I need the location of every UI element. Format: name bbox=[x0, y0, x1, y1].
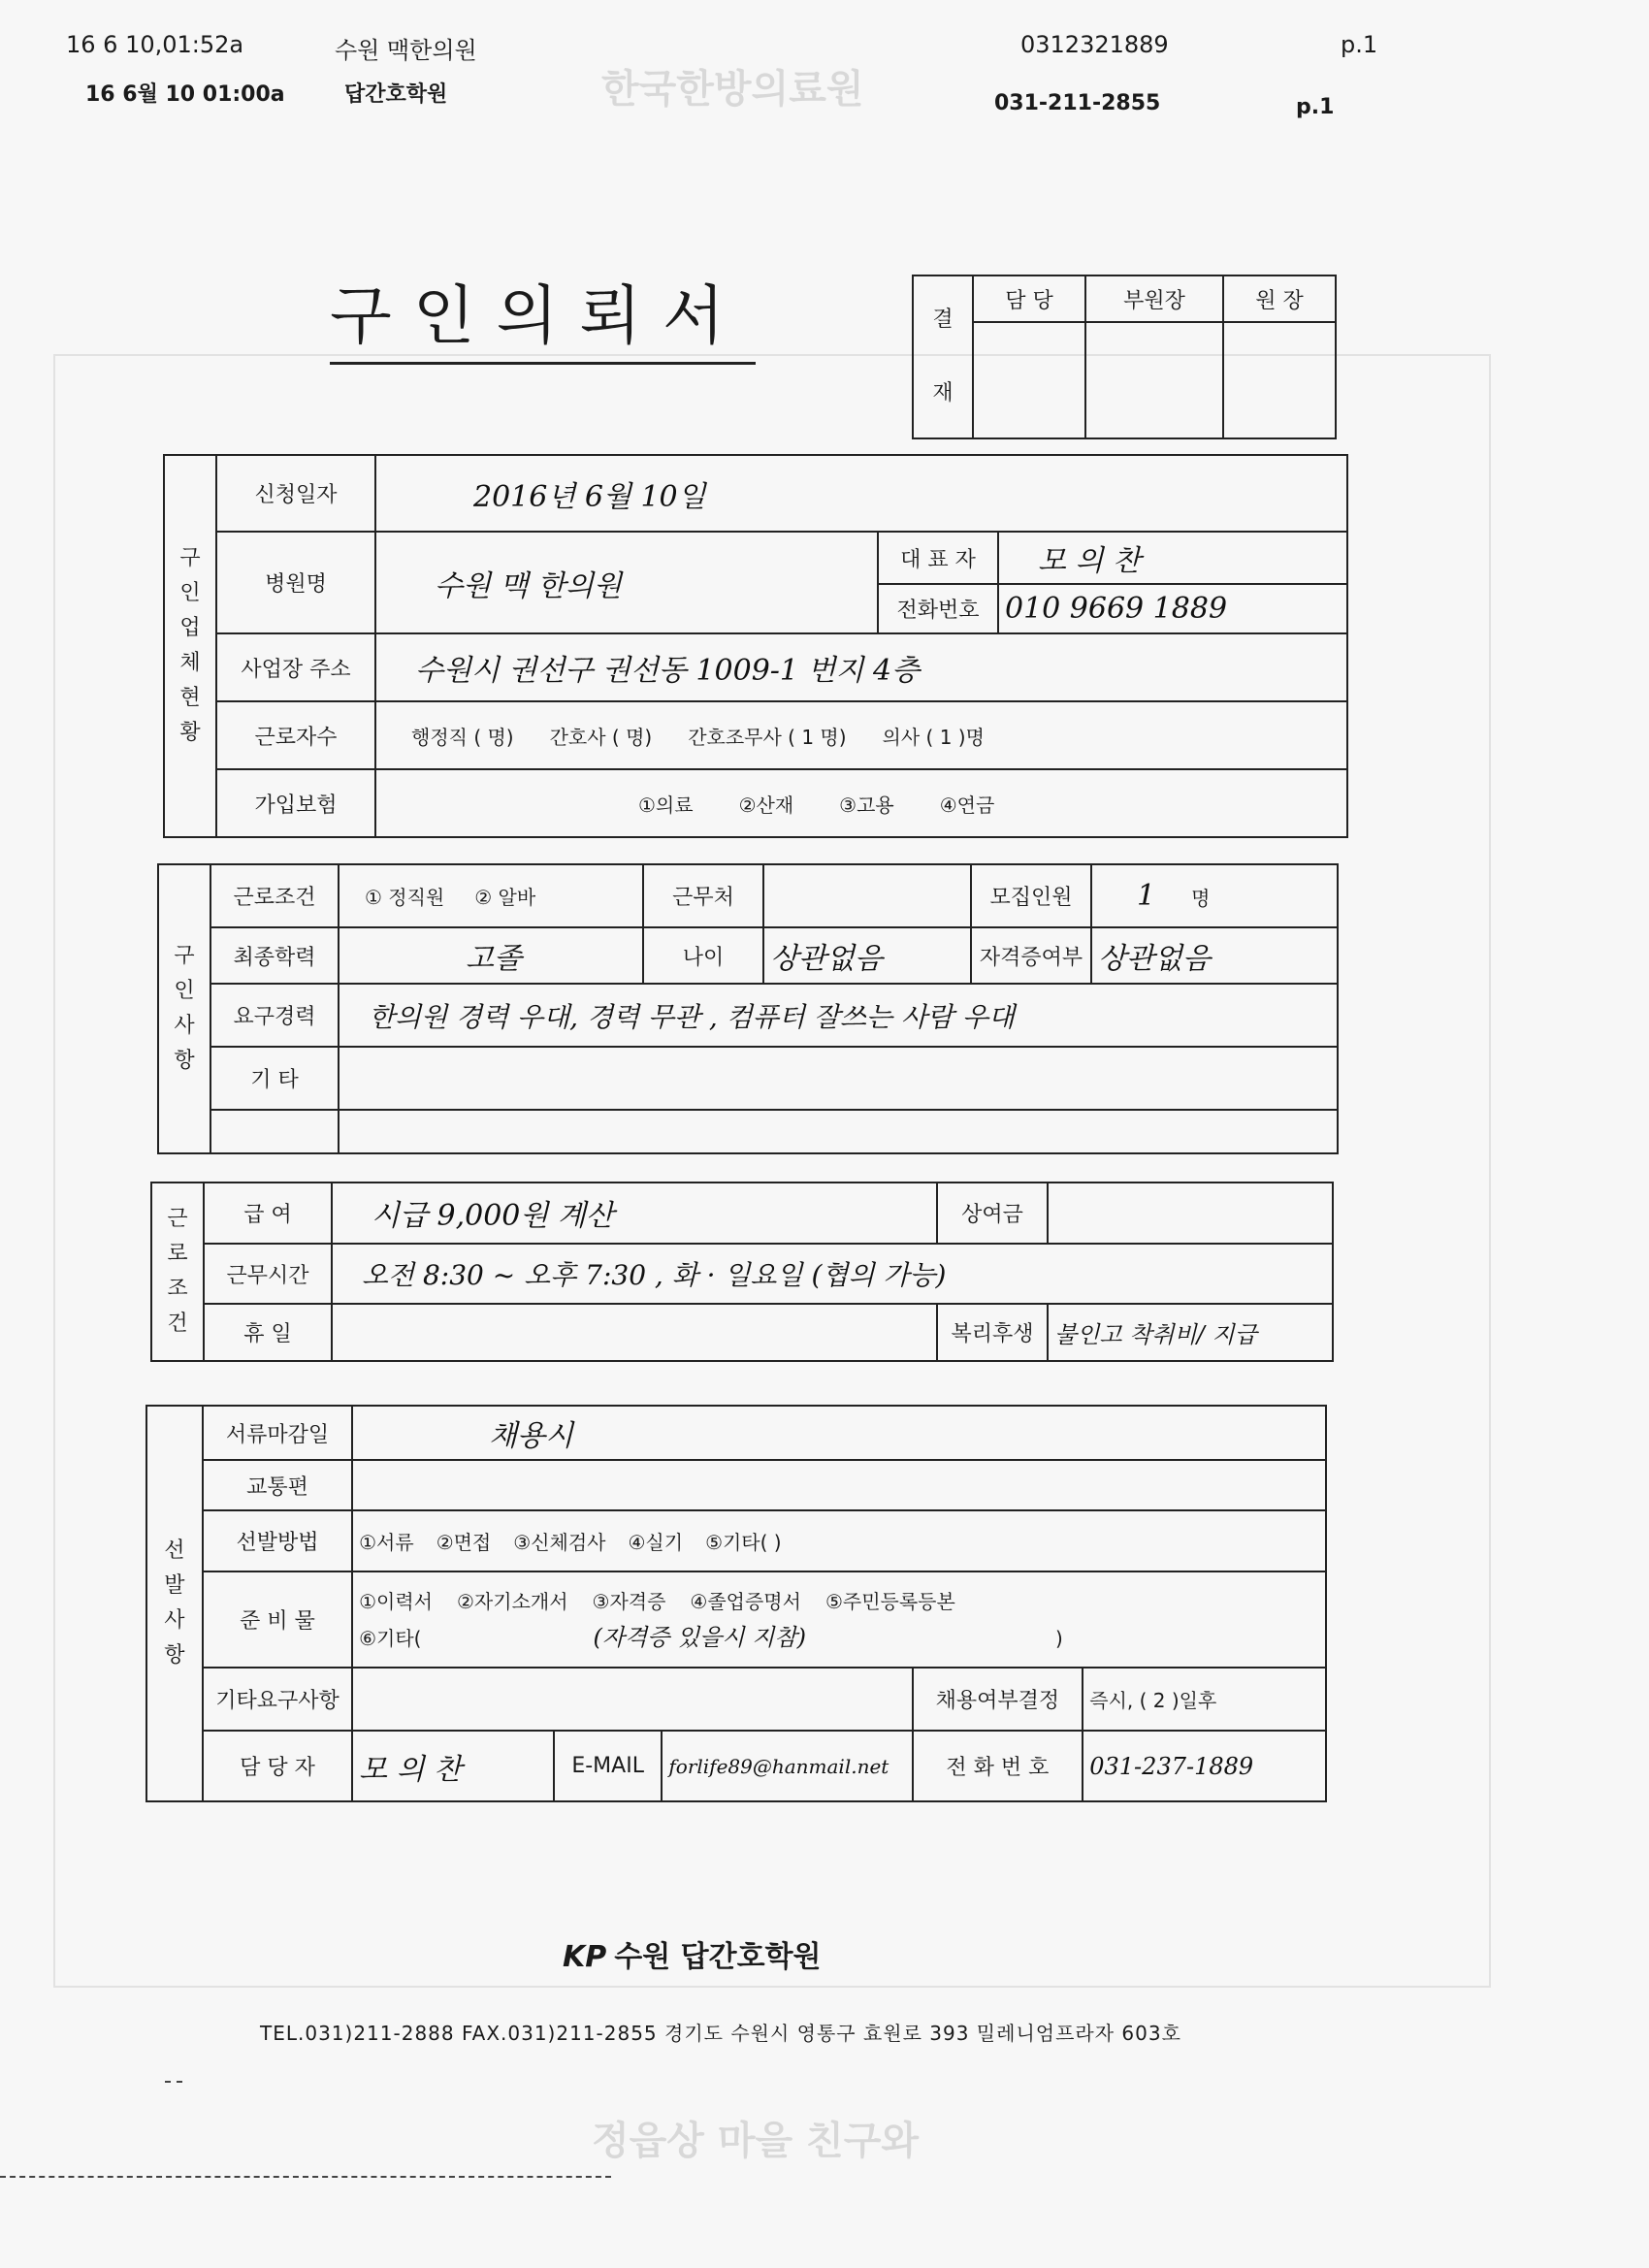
ghost-text-top: 한국한방의료원 bbox=[601, 67, 864, 112]
phone-value: 010 9669 1889 bbox=[998, 584, 1347, 633]
age-label: 나이 bbox=[643, 927, 763, 984]
conditions-value bbox=[339, 864, 643, 927]
method-value bbox=[352, 1510, 1326, 1571]
academy-logo: KP 수원 답간호학원 bbox=[563, 1940, 822, 1974]
hospital-name-label: 병원명 bbox=[216, 532, 375, 633]
ceo-label: 대 표 자 bbox=[878, 532, 998, 584]
education-label: 최종학력 bbox=[210, 927, 339, 984]
conditions-label: 근로조건 bbox=[210, 864, 339, 927]
insurance-medical: ①의료 bbox=[638, 793, 694, 817]
approval-header-vice: 부원장 bbox=[1085, 275, 1223, 322]
method-practical: ④실기 bbox=[628, 1530, 684, 1554]
company-side-label: 구 인 업 체 현 황 bbox=[164, 455, 216, 837]
approval-box bbox=[912, 275, 1337, 439]
method-interview: ②면접 bbox=[436, 1530, 492, 1554]
insurance-pension: ④연금 bbox=[939, 793, 995, 817]
method-label: 선발방법 bbox=[203, 1510, 352, 1571]
transport-label: 교통편 bbox=[203, 1460, 352, 1510]
prepare-value bbox=[352, 1571, 1326, 1667]
work-section bbox=[150, 1182, 1334, 1362]
insurance-employment: ③고용 bbox=[839, 793, 894, 817]
workers-label: 근로자수 bbox=[216, 701, 375, 769]
ghost-text-bottom: 정읍상 마을 친구와 bbox=[592, 2119, 919, 2163]
recruit-value: 1 명 bbox=[1091, 864, 1338, 927]
condition-parttime: ② 알바 bbox=[474, 885, 536, 909]
prepare-etc: ⑥기타( bbox=[359, 1627, 422, 1651]
job-side-label: 구 인 사 항 bbox=[158, 864, 210, 1153]
selection-section bbox=[146, 1405, 1327, 1802]
scan-mark-1 bbox=[165, 2081, 182, 2083]
condition-fulltime: ① 정직원 bbox=[365, 885, 445, 909]
decision-label: 채용여부결정 bbox=[913, 1668, 1083, 1732]
holiday-label: 휴 일 bbox=[204, 1304, 332, 1361]
address-label: 사업장 주소 bbox=[216, 633, 375, 701]
deadline-label: 서류마감일 bbox=[203, 1406, 352, 1460]
email-label: E-MAIL bbox=[554, 1731, 662, 1801]
prepare-etc-note: (자격증 있을시 지참) bbox=[593, 1624, 806, 1652]
work-side-label: 근 로 조 건 bbox=[151, 1183, 204, 1361]
method-physical: ③신체검사 bbox=[513, 1530, 606, 1554]
academy-contact-info: TEL.031)211-2888 FAX.031)211-2855 경기도 수원시 영통구 효원로 393 밀레니엄프라자 603호 bbox=[260, 2022, 1181, 2045]
workers-nurse: 간호사 ( 명) bbox=[549, 725, 653, 749]
hours-label: 근무시간 bbox=[204, 1244, 332, 1305]
page-title: 구인의뢰서 bbox=[330, 264, 756, 365]
scan-mark-2 bbox=[0, 2176, 611, 2178]
insurance-accident: ②산재 bbox=[738, 793, 794, 817]
license-value: 상관없음 bbox=[1091, 927, 1338, 984]
other-value bbox=[352, 1668, 912, 1732]
manager-label: 담 당 자 bbox=[203, 1731, 352, 1801]
prepare-registration: ⑤주민등록등본 bbox=[824, 1590, 955, 1614]
job-section bbox=[157, 863, 1339, 1154]
other-label: 기타요구사항 bbox=[203, 1668, 352, 1732]
fax-phone-2: 031-211-2855 bbox=[994, 91, 1161, 115]
fax-sender-2: 답간호학원 bbox=[344, 82, 448, 107]
hospital-name-value: 수원 맥 한의원 bbox=[375, 532, 878, 633]
holiday-value bbox=[332, 1304, 937, 1361]
deadline-value: 채용시 bbox=[352, 1406, 1326, 1460]
insurance-value bbox=[375, 769, 1347, 837]
apply-date-value: 2016년 6월 10일 bbox=[375, 455, 1347, 532]
workers-value bbox=[375, 701, 1347, 769]
hours-value: 오전 8:30 ~ 오후 7:30 , 화 · 일요일 (협의 가능) bbox=[332, 1244, 1333, 1305]
etc-label: 기 타 bbox=[210, 1047, 339, 1110]
fax-phone-1: 0312321889 bbox=[1020, 31, 1169, 58]
career-value: 한의원 경력 우대, 경력 무관 , 컴퓨터 잘쓰는 사람 우대 bbox=[339, 984, 1338, 1047]
transport-value bbox=[352, 1460, 1326, 1510]
fax-page-1: p.1 bbox=[1341, 31, 1378, 58]
prepare-diploma: ④졸업증명서 bbox=[690, 1590, 801, 1614]
career-label: 요구경력 bbox=[210, 984, 339, 1047]
company-section bbox=[163, 454, 1348, 838]
prepare-cover-letter: ②자기소개서 bbox=[457, 1590, 568, 1614]
approval-sign-3 bbox=[1223, 322, 1336, 438]
apply-date-label: 신청일자 bbox=[216, 455, 375, 532]
fax-time-1: 16 6 10,01:52a bbox=[66, 31, 244, 58]
recruit-label: 모집인원 bbox=[971, 864, 1091, 927]
fax-sender-1: 수원 맥한의원 bbox=[335, 37, 477, 64]
recruit-unit: 명 bbox=[1191, 886, 1211, 910]
tel-label: 전 화 번 호 bbox=[913, 1731, 1083, 1801]
age-value: 상관없음 bbox=[763, 927, 971, 984]
education-value: 고졸 bbox=[339, 927, 643, 984]
approval-header-director: 원 장 bbox=[1223, 275, 1336, 322]
approval-header-manager: 담 당 bbox=[973, 275, 1085, 322]
selection-side-label: 선 발 사 항 bbox=[146, 1406, 203, 1801]
phone-label: 전화번호 bbox=[878, 584, 998, 633]
etc-value bbox=[339, 1047, 1338, 1110]
salary-label: 급 여 bbox=[204, 1183, 332, 1244]
approval-sign-2 bbox=[1085, 322, 1223, 438]
approval-sign-1 bbox=[973, 322, 1085, 438]
benefit-value: 불인고 착취비/ 지급 bbox=[1048, 1304, 1333, 1361]
email-value: forlife89@hanmail.net bbox=[662, 1731, 912, 1801]
prepare-resume: ①이력서 bbox=[359, 1590, 433, 1614]
method-other: ⑤기타( ) bbox=[705, 1530, 782, 1554]
insurance-label: 가입보험 bbox=[216, 769, 375, 837]
job-blank-label bbox=[210, 1110, 339, 1153]
location-label: 근무처 bbox=[643, 864, 763, 927]
location-value bbox=[763, 864, 971, 927]
fax-page-2: p.1 bbox=[1296, 95, 1335, 119]
salary-value: 시급 9,000원 계산 bbox=[332, 1183, 937, 1244]
prepare-etc-close: ) bbox=[1054, 1627, 1063, 1651]
license-label: 자격증여부 bbox=[971, 927, 1091, 984]
approval-side: 결 재 bbox=[913, 275, 973, 438]
ceo-value: 모 의 찬 bbox=[998, 532, 1347, 584]
benefit-label: 복리후생 bbox=[937, 1304, 1048, 1361]
job-blank-value bbox=[339, 1110, 1338, 1153]
workers-admin: 행정직 ( 명) bbox=[411, 725, 514, 749]
decision-value: 즉시, ( 2 )일후 bbox=[1083, 1668, 1326, 1732]
workers-doctor: 의사 ( 1 )명 bbox=[882, 725, 985, 749]
prepare-label: 준 비 물 bbox=[203, 1571, 352, 1667]
fax-time-2: 16 6월 10 01:00a bbox=[85, 82, 285, 107]
address-value: 수원시 권선구 권선동 1009-1 번지 4층 bbox=[375, 633, 1347, 701]
bonus-value bbox=[1048, 1183, 1333, 1244]
academy-logo-mark: KP bbox=[563, 1940, 607, 1974]
method-documents: ①서류 bbox=[359, 1530, 414, 1554]
workers-assistant: 간호조무사 ( 1 명) bbox=[688, 725, 847, 749]
prepare-license: ③자격증 bbox=[592, 1590, 666, 1614]
bonus-label: 상여금 bbox=[937, 1183, 1048, 1244]
manager-value: 모 의 찬 bbox=[352, 1731, 554, 1801]
tel-value: 031-237-1889 bbox=[1083, 1731, 1326, 1801]
